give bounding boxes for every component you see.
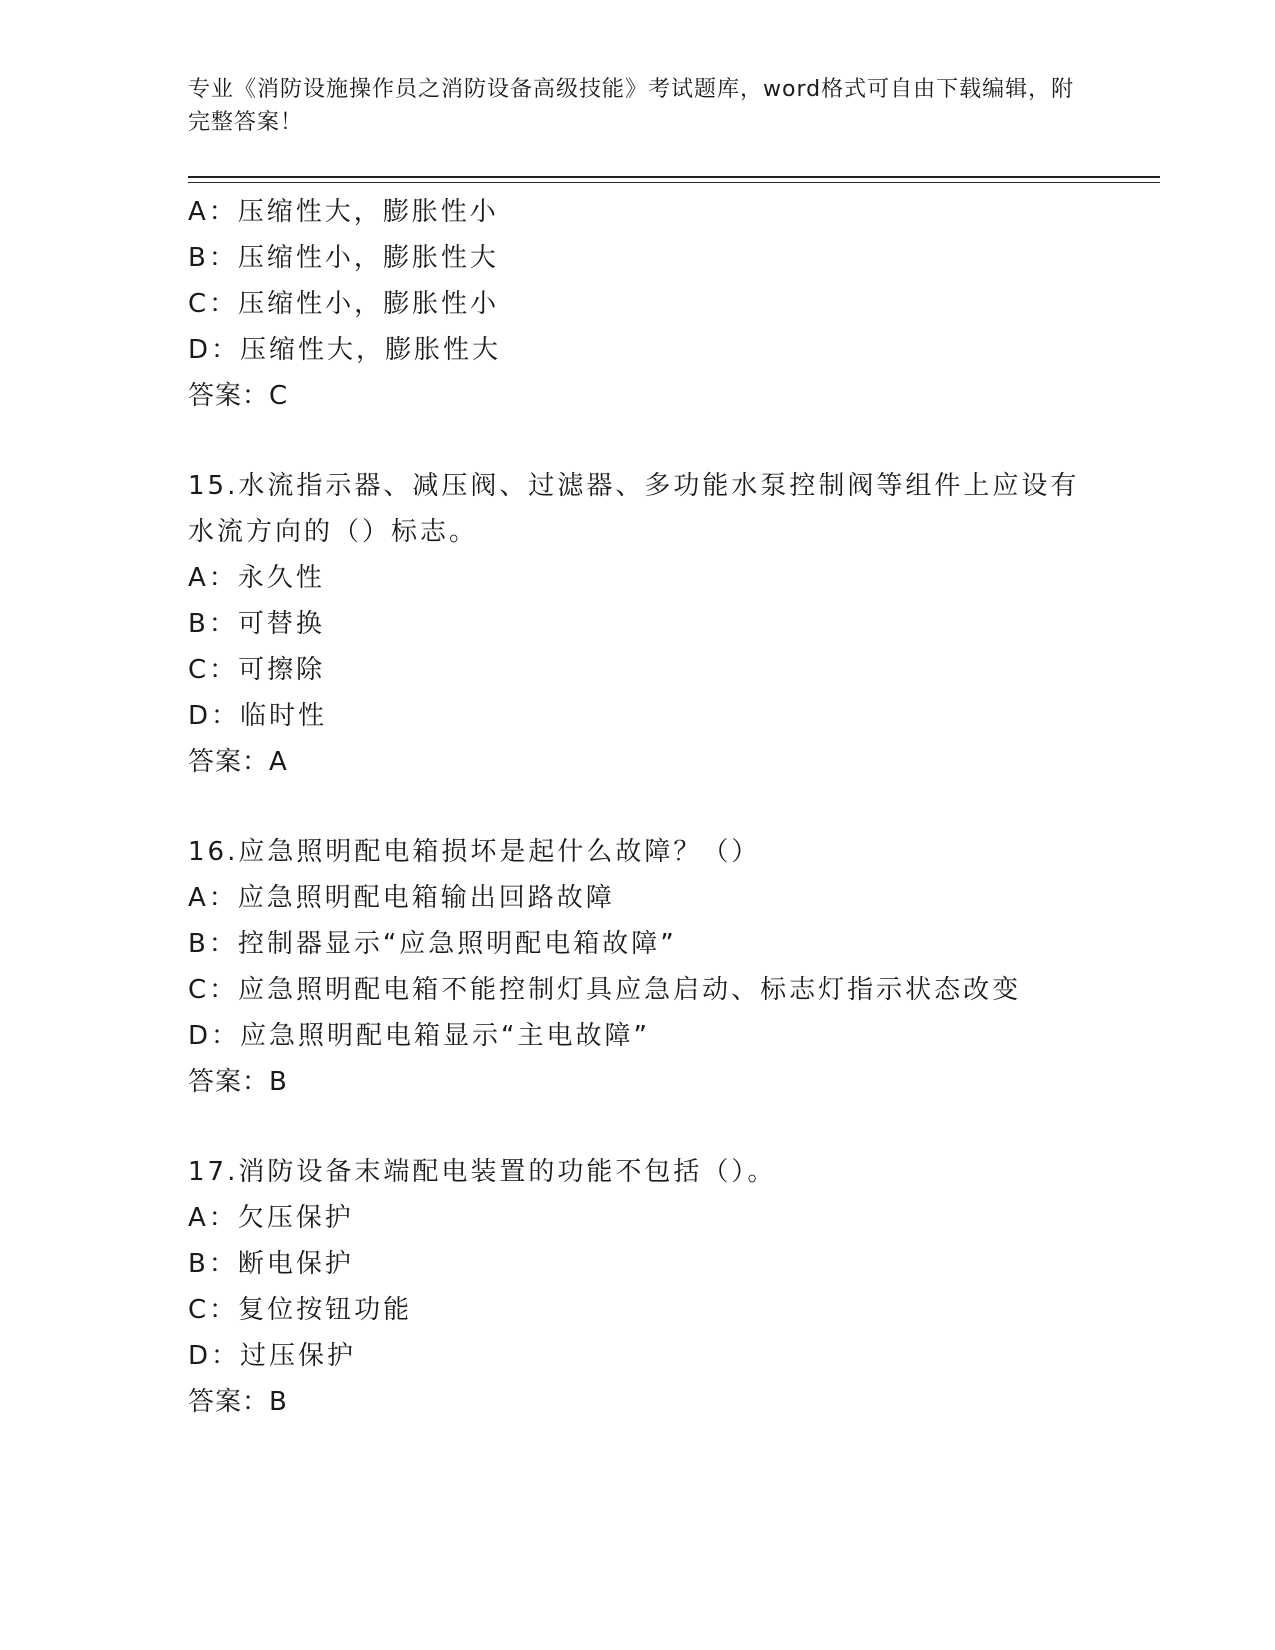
document-intro: 专业《消防设施操作员之消防设备高级技能》考试题库，word格式可自由下载编辑，附完整答案！ [188, 77, 1075, 135]
option-c: C：压缩性小，膨胀性小 [188, 289, 500, 319]
spacer [188, 785, 1168, 829]
option-c: C：应急照明配电箱不能控制灯具应急启动、标志灯指示状态改变 [188, 975, 1022, 1005]
option-d: D：压缩性大，膨胀性大 [188, 335, 502, 365]
option-d: D：应急照明配电箱显示“主电故障” [188, 1021, 650, 1051]
question-block-14 [188, 189, 1168, 419]
answer-line: 答案：B [188, 1387, 288, 1417]
option-d: D：临时性 [188, 701, 328, 731]
question-list [188, 189, 1168, 1425]
header-divider-bottom [188, 182, 1160, 183]
option-c: C：复位按钮功能 [188, 1295, 413, 1325]
option-b: B：控制器显示“应急照明配电箱故障” [188, 929, 677, 959]
answer-line: 答案：A [188, 747, 288, 777]
option-c: C：可擦除 [188, 655, 326, 685]
answer-line: 答案：B [188, 1067, 288, 1097]
option-d: D：过压保护 [188, 1341, 357, 1371]
option-a: A：应急照明配电箱输出回路故障 [188, 883, 615, 913]
question-block-15 [188, 463, 1168, 785]
option-a: A：压缩性大，膨胀性小 [188, 197, 499, 227]
question-stem: 15.水流指示器、减压阀、过滤器、多功能水泵控制阀等组件上应设有水流方向的（）标志。 [188, 471, 1080, 547]
question-block-16 [188, 829, 1168, 1105]
answer-line: 答案：C [188, 381, 289, 411]
option-a: A：永久性 [188, 563, 325, 593]
spacer [188, 1105, 1168, 1149]
option-b: B：压缩性小，膨胀性大 [188, 243, 499, 273]
question-stem: 17.消防设备末端配电装置的功能不包括（）。 [188, 1157, 777, 1187]
option-b: B：可替换 [188, 609, 325, 639]
spacer [188, 419, 1168, 463]
option-b: B：断电保护 [188, 1249, 354, 1279]
question-stem: 16.应急照明配电箱损坏是起什么故障？（） [188, 837, 761, 867]
question-block-17 [188, 1149, 1168, 1425]
option-a: A：欠压保护 [188, 1203, 354, 1233]
header-divider-top [188, 176, 1160, 178]
